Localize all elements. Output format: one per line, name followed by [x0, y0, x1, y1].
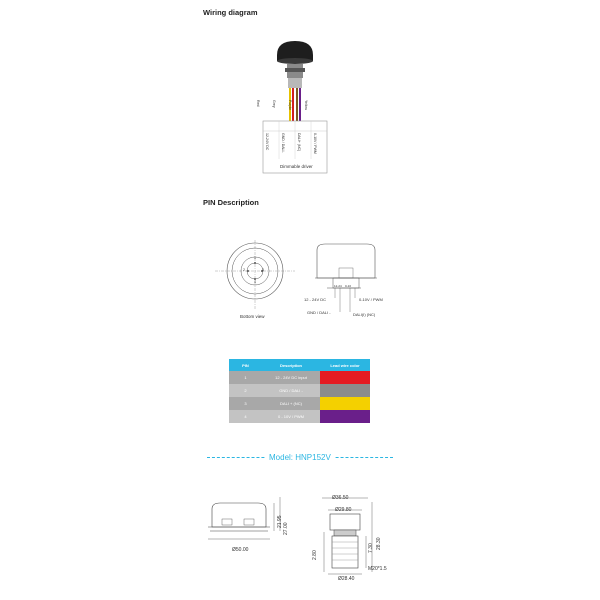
pin-table-cell-color-swatch — [320, 410, 370, 423]
label-0-10v-pwm: 0-10V / PWM — [359, 297, 383, 302]
dim-bottom-diameter: Ø28.40 — [338, 576, 355, 582]
side-label-0-10: 0-10 — [345, 284, 352, 288]
sensor-cap-rim — [277, 58, 313, 64]
pin-table-row — [229, 397, 370, 410]
label-gnd-dali: GND / DALI - — [307, 310, 331, 315]
driver-pin-label-3: DALI+ (NC) — [297, 133, 301, 152]
pin-table-cell-pin: 1 — [229, 371, 262, 384]
label-dali-nc: DALI(I) (NC) — [353, 312, 376, 317]
dim-height-body: 21.95 — [277, 515, 283, 528]
model-label: Model: HNP152V — [265, 453, 335, 462]
side-dimension-drawing — [312, 492, 402, 592]
pin-table-header — [229, 359, 370, 371]
pin-number-4: 4 — [254, 280, 256, 284]
driver-pin-label-1: 12-24V DC — [265, 133, 269, 151]
front-dimension-drawing — [200, 495, 290, 565]
pin-table-cell-color-swatch — [320, 397, 370, 410]
wiring-diagram-heading: Wiring diagram — [203, 8, 258, 17]
dim-top-diameter-2: Ø29.80 — [335, 507, 352, 513]
pin-table-cell-color-swatch — [320, 384, 370, 397]
pin-table-row — [229, 384, 370, 397]
pin-number-3: 3 — [262, 268, 264, 272]
dim-2-80: 2.80 — [312, 550, 318, 560]
label-12-24v: 12 - 24V DC — [304, 297, 327, 302]
pin-table-row — [229, 371, 370, 384]
pin-table-cell-pin: 2 — [229, 384, 262, 397]
dim-28-30: 28.30 — [376, 537, 382, 550]
dim-thread: M20*1.5 — [368, 566, 387, 572]
pin-table-cell-pin: 3 — [229, 397, 262, 410]
pin-table-header-pin: PIN — [229, 359, 262, 371]
pin-number-1: 1 — [254, 256, 256, 260]
pin-1 — [254, 262, 256, 264]
driver-label: Dimmable driver — [280, 164, 313, 169]
dim-7-30: 7.30 — [368, 543, 374, 553]
pin-table-cell-description: 0 - 10V / PWM — [262, 410, 320, 423]
pin-description-heading: PIN Description — [203, 198, 259, 207]
pin-table-cell-description: 12 - 24V DC input — [262, 371, 320, 384]
side-label-12-24: 12-24 — [334, 284, 342, 288]
pin-table-header-color: Lead wire color — [320, 359, 370, 371]
pin-table-header-description: Description — [262, 359, 320, 371]
side-view-drawing — [305, 240, 385, 320]
wire-label-4: Yellow — [304, 100, 308, 110]
dim-top-diameter-1: Ø36.50 — [332, 495, 349, 501]
driver-pin-label-2: GND / DALI- — [281, 133, 285, 153]
pin-table-row — [229, 410, 370, 423]
bottom-view-label: Bottom view — [240, 314, 265, 319]
pin-2 — [247, 270, 249, 272]
pin-table-cell-description: DALI + (NC) — [262, 397, 320, 410]
pin-table-cell-color-swatch — [320, 371, 370, 384]
wire-label-3: Purple — [288, 100, 292, 111]
pin-number-2: 2 — [243, 268, 245, 272]
wire-label-1: Red — [256, 100, 260, 107]
wiring-diagram — [255, 35, 335, 175]
dim-base-diameter: Ø50.00 — [232, 547, 249, 553]
dim-height-total: 27.00 — [283, 522, 289, 535]
pin-table-cell-description: GND / DALI - — [262, 384, 320, 397]
pin-table — [229, 359, 370, 423]
driver-pin-label-4: 0-10V / PWM — [313, 133, 317, 154]
pin-table-cell-pin: 4 — [229, 410, 262, 423]
wire-label-2: Grey — [272, 100, 276, 108]
